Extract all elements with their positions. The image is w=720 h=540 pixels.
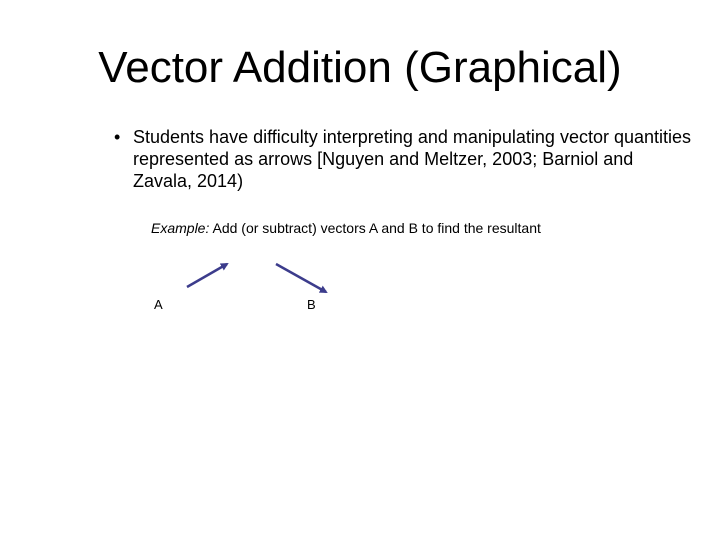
- slide-title: Vector Addition (Graphical): [98, 43, 622, 92]
- vector-b-arrow: [276, 264, 326, 292]
- example-prefix: Example:: [151, 220, 210, 236]
- vector-a-arrow: [187, 264, 227, 287]
- bullet-marker: •: [114, 127, 121, 147]
- example-text: Add (or subtract) vectors A and B to find the resultant: [209, 220, 541, 236]
- bullet-text: Students have difficulty interpreting and manipulating vector quantities represented as arrows [Nguyen and Meltzer, 2003; Barniol and Zavala, 2014): [133, 127, 692, 191]
- vector-b-label: B: [307, 297, 316, 312]
- vector-a-label: A: [154, 297, 163, 312]
